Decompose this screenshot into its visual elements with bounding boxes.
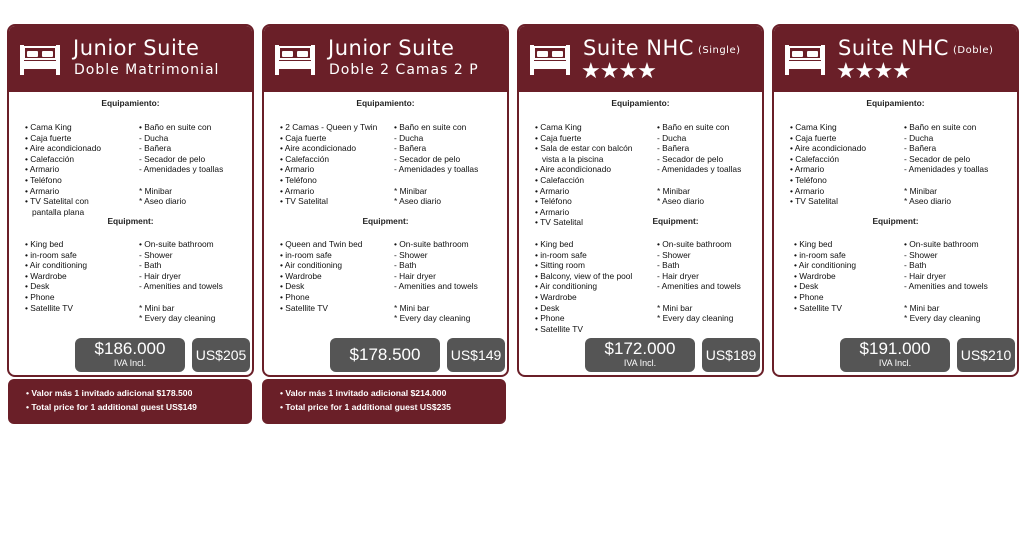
price-clp [330,338,440,372]
star-rating-icon: ★★★★ [581,58,656,83]
list-item: • Phone [25,291,55,302]
list-item: - Amenities and towels [904,281,988,292]
list-item: * Minibar [394,185,428,196]
equipamiento-label: Equipamiento: [611,98,670,108]
list-item: * Every day cleaning [394,313,471,324]
list-item: * Minibar [657,185,691,196]
room-subtitle: Doble 2 Camas 2 P [329,62,479,78]
list-item: • On-suite bathroom [394,239,469,249]
list-item: * Aseo diario [904,196,952,207]
note-line-clp: • Valor más 1 invitado adicional $178.500 [26,388,193,398]
list-item: - Shower [394,249,428,260]
list-item: • King bed [794,239,833,249]
list-item [394,292,478,303]
list-item: • Air conditioning [25,260,88,271]
list-item: - Bath [139,260,162,271]
en-left-list [280,239,362,313]
list-item: • Armario [25,185,60,196]
list-item: • in-room safe [535,249,587,260]
list-item: • Phone [535,313,565,324]
additional-guest-note-1 [8,379,252,424]
list-item [904,292,988,303]
list-item: • Baño en suite con [904,122,977,132]
list-item: - Shower [657,249,691,260]
list-item: - Hair dryer [904,270,946,281]
list-item: • TV Satelital [280,196,328,207]
list-item: • Caja fuerte [280,132,327,143]
list-item: • Wardrobe [280,270,322,281]
list-item: - Bath [657,260,680,271]
price-amount: $186.000 [94,339,166,358]
list-item: - Bath [394,260,417,271]
es-left-list [790,122,866,207]
list-item: • Armario [280,185,315,196]
room-card-suite-nhc-single [517,24,764,377]
list-item: • Calefacción [25,153,75,164]
list-item: • Teléfono [280,174,317,185]
list-item: • Phone [794,291,824,302]
es-right-list [904,122,988,207]
list-item: - Amenidades y toallas [139,164,224,175]
price-amount: $172.000 [604,339,676,358]
list-item: • Wardrobe [535,291,577,302]
list-item: - Ducha [394,132,424,143]
list-item [657,292,741,303]
list-item: • Aire acondicionado [535,164,612,175]
list-item: - Bañera [904,143,937,154]
list-item: * Mini bar [394,302,430,313]
list-item [657,175,741,186]
list-item: • Armario [790,185,825,196]
equipamiento-label: Equipamiento: [866,98,925,108]
list-item: • Aire acondicionado [25,143,102,154]
list-item: * Mini bar [657,302,693,313]
list-item: - Ducha [904,132,934,143]
list-item: • On-suite bathroom [904,239,979,249]
list-item: - Hair dryer [139,270,181,281]
list-item: • Caja fuerte [25,132,72,143]
list-item: • Satellite TV [25,302,73,313]
list-item: • Calefacción [535,174,585,185]
list-item: • Baño en suite con [394,122,467,132]
es-right-list [139,122,223,207]
list-item: • Sitting room [535,260,585,271]
list-item: - Amenidades y toallas [394,164,479,175]
list-item: • TV Satelital [790,196,838,207]
list-item: • Teléfono [535,196,572,207]
list-item: • Cama King [790,122,837,132]
en-right-list [394,239,478,324]
room-type-tag: (Doble) [952,45,994,56]
price-note: IVA Incl. [623,358,657,368]
list-item: vista a la piscina [535,153,604,164]
list-item: - Bañera [139,143,172,154]
list-item: - Bath [904,260,927,271]
list-item: • On-suite bathroom [139,239,214,249]
card-header [264,26,507,92]
list-item: - Secador de pelo [139,153,206,164]
equipment-label: Equipment: [362,216,409,226]
list-item: * Aseo diario [139,196,187,207]
list-item: • Desk [280,281,305,292]
es-right-list [657,122,741,207]
room-card-suite-nhc-doble [772,24,1019,377]
room-title: Suite NHC (Doble) [838,36,994,60]
es-right-list [394,122,478,207]
room-type-tag: (Single) [697,45,741,56]
price-usd: US$189 [702,338,760,372]
list-item: - Amenities and towels [657,281,741,292]
list-item: - Amenities and towels [394,281,478,292]
price-note: IVA Incl. [878,358,912,368]
list-item: • Calefacción [790,153,840,164]
list-item: • King bed [535,239,574,249]
en-right-list [904,239,988,324]
list-item: • in-room safe [794,249,846,260]
en-right-list [657,239,741,324]
list-item: • King bed [25,239,64,249]
list-item: * Mini bar [904,302,940,313]
list-item: • Sala de estar con balcón [535,143,633,154]
bed-icon [529,42,571,76]
list-item [139,292,223,303]
list-item: • Armario [280,164,315,175]
room-title: Junior Suite [73,36,200,60]
price-clp [75,338,185,372]
list-item: - Ducha [139,132,169,143]
list-item [139,175,223,186]
list-item: • Desk [25,281,50,292]
es-left-list [535,122,632,228]
list-item: • Armario [535,185,570,196]
star-rating-icon: ★★★★ [836,58,911,83]
en-left-list [25,239,87,313]
note-line-usd: • Total price for 1 additional guest US$235 [280,402,451,412]
price-amount: $178.500 [349,345,421,364]
list-item: • Caja fuerte [790,132,837,143]
list-item: • Wardrobe [25,270,67,281]
list-item: • Air conditioning [794,260,857,271]
list-item: * Mini bar [139,302,175,313]
list-item: pantalla plana [25,206,85,217]
room-subtitle: Doble Matrimonial [74,62,220,78]
list-item: • Cama King [25,122,72,132]
list-item: • Satellite TV [280,302,328,313]
es-left-list [280,122,377,207]
list-item: • Baño en suite con [657,122,730,132]
list-item: • in-room safe [25,249,77,260]
list-item: * Every day cleaning [657,313,734,324]
equipamiento-label: Equipamiento: [101,98,160,108]
price-usd: US$149 [447,338,505,372]
list-item: • On-suite bathroom [657,239,732,249]
room-title: Suite NHC (Single) [583,36,741,60]
price-note: IVA Incl. [113,358,147,368]
price-usd: US$210 [957,338,1015,372]
list-item: • Phone [280,291,310,302]
list-item: • Calefacción [280,153,330,164]
list-item: - Hair dryer [657,270,699,281]
list-item: • 2 Camas - Queen y Twin [280,122,378,132]
price-clp [585,338,695,372]
list-item: - Bañera [657,143,690,154]
list-item: - Secador de pelo [394,153,461,164]
list-item: - Hair dryer [394,270,436,281]
en-left-list [794,239,856,313]
list-item: - Amenities and towels [139,281,223,292]
bed-icon [19,42,61,76]
list-item: • Caja fuerte [535,132,582,143]
list-item: - Amenidades y toallas [657,164,742,175]
list-item: * Every day cleaning [904,313,981,324]
list-item: • Balcony, view of the pool [535,270,633,281]
note-line-clp: • Valor más 1 invitado adicional $214.000 [280,388,447,398]
list-item: • Armario [790,164,825,175]
price-clp [840,338,950,372]
es-left-list [25,122,101,217]
list-item: • Desk [535,302,560,313]
list-item: - Shower [139,249,173,260]
equipamiento-label: Equipamiento: [356,98,415,108]
list-item: • in-room safe [280,249,332,260]
card-header [774,26,1017,92]
list-item: • TV Satelital con [25,196,89,207]
list-item: • Baño en suite con [139,122,212,132]
list-item: • Teléfono [25,174,62,185]
list-item: • Aire acondicionado [280,143,357,154]
list-item: • Teléfono [790,174,827,185]
list-item: • Desk [794,281,819,292]
list-item: * Minibar [139,185,173,196]
price-usd: US$205 [192,338,250,372]
equipment-label: Equipment: [652,216,699,226]
list-item: - Bañera [394,143,427,154]
list-item: * Aseo diario [394,196,442,207]
equipment-label: Equipment: [872,216,919,226]
list-item: • Aire acondicionado [790,143,867,154]
bed-icon [274,42,316,76]
equipment-label: Equipment: [107,216,154,226]
list-item: • Air conditioning [280,260,343,271]
list-item: • Wardrobe [794,270,836,281]
list-item: - Amenidades y toallas [904,164,989,175]
list-item: • Armario [535,206,570,217]
en-left-list [535,239,632,334]
room-title: Junior Suite [328,36,455,60]
price-amount: $191.000 [859,339,931,358]
card-header [519,26,762,92]
list-item: * Aseo diario [657,196,705,207]
en-right-list [139,239,223,324]
list-item: * Every day cleaning [139,313,216,324]
list-item: • TV Satelital [535,217,583,228]
list-item: - Ducha [657,132,687,143]
list-item [904,175,988,186]
list-item: • Satellite TV [794,302,842,313]
list-item: - Secador de pelo [904,153,971,164]
list-item: - Secador de pelo [657,153,724,164]
additional-guest-note-2 [262,379,506,424]
list-item: • Queen and Twin bed [280,239,363,249]
bed-icon [784,42,826,76]
note-line-usd: • Total price for 1 additional guest US$149 [26,402,197,412]
list-item: • Cama King [535,122,582,132]
room-card-junior-suite-2-camas [262,24,509,377]
list-item: • Armario [25,164,60,175]
list-item: • Satellite TV [535,323,583,334]
list-item: • Air conditioning [535,281,598,292]
list-item: * Minibar [904,185,938,196]
card-header [9,26,252,92]
list-item [394,175,478,186]
list-item: - Shower [904,249,938,260]
room-card-junior-suite-matrimonial [7,24,254,377]
